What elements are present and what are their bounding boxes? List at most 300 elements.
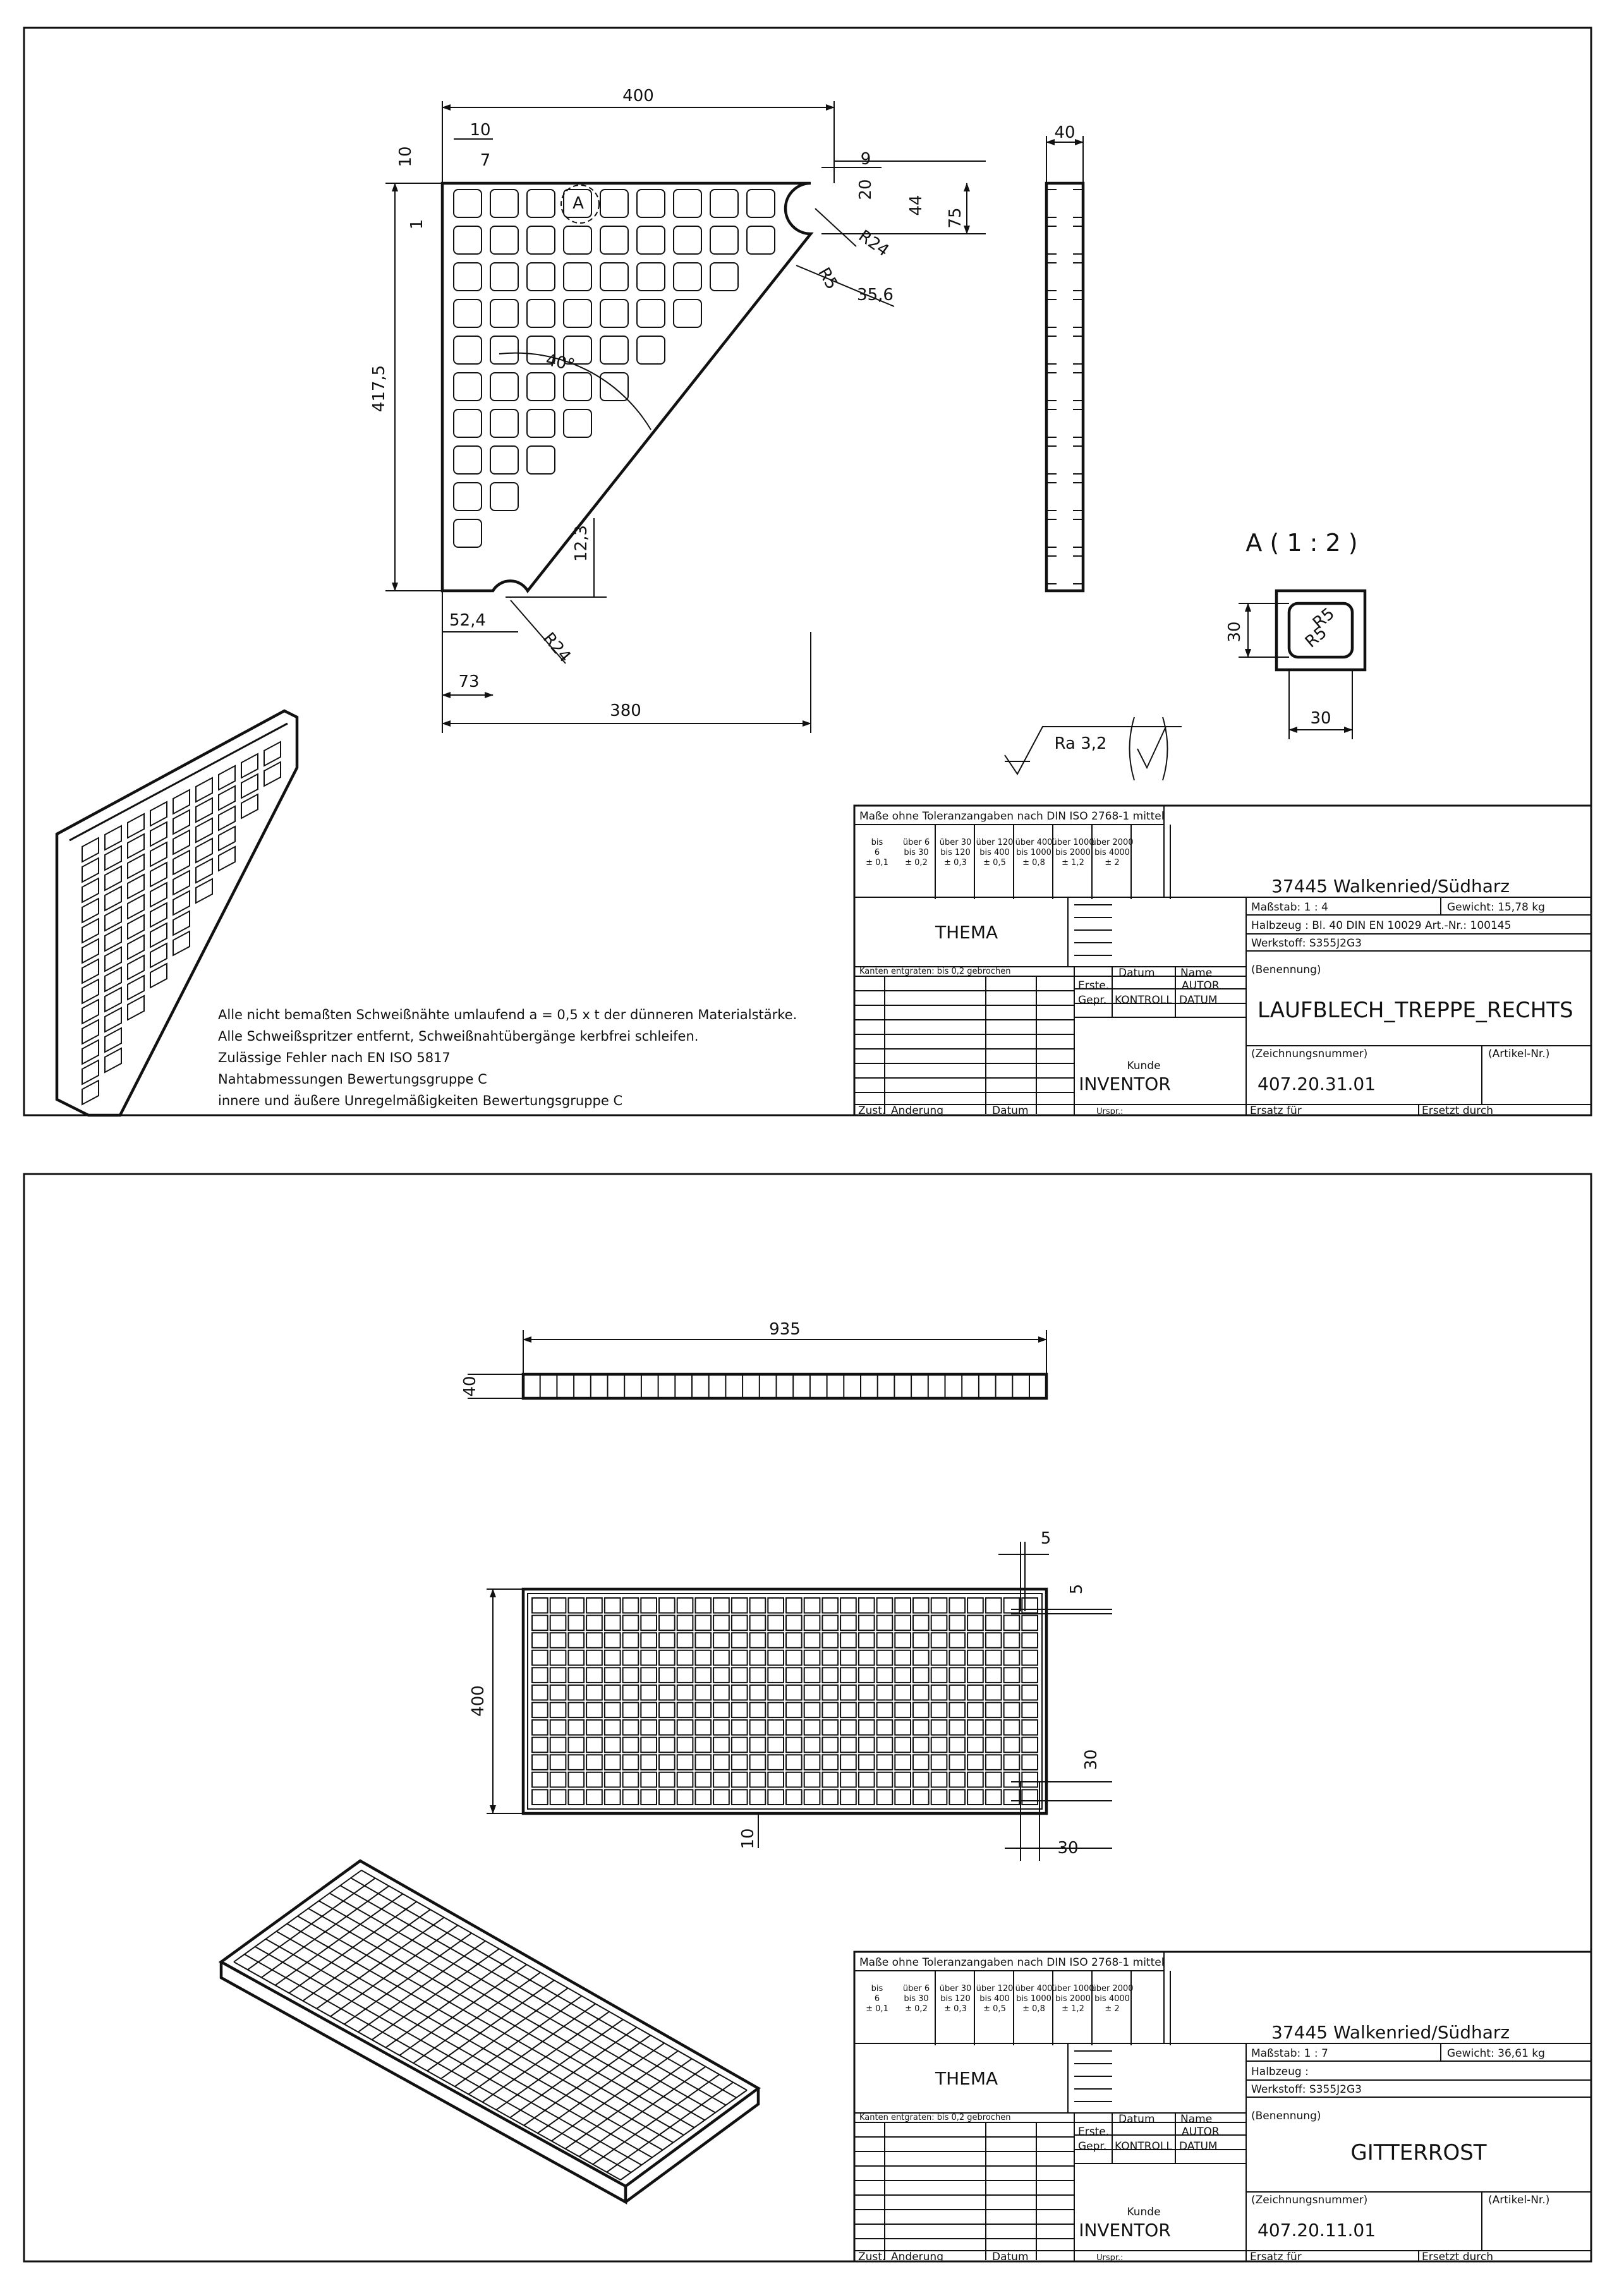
iso-cell [219, 766, 235, 790]
grid-cell [840, 1650, 856, 1666]
grid-cell [659, 1667, 675, 1683]
grid-cell [568, 1789, 584, 1805]
grid-cell [913, 1667, 929, 1683]
iso-cell [128, 874, 144, 898]
cutout [747, 226, 775, 254]
grid-cell [768, 1667, 784, 1683]
cutout [710, 190, 738, 217]
front-view-grating [469, 1529, 1112, 1861]
tb1-scale: Maßstab: 1 : 4 [1251, 901, 1328, 914]
grid-cell [732, 1720, 748, 1735]
grid-cell [641, 1772, 657, 1788]
grid-cell [967, 1703, 983, 1718]
grid-cell [1004, 1755, 1020, 1770]
grid-cell [1022, 1772, 1038, 1788]
grid-cell [713, 1755, 729, 1770]
grid-cell [1022, 1738, 1038, 1753]
grid-cell [713, 1685, 729, 1700]
grid-cell [804, 1685, 820, 1700]
iso-cell [128, 955, 144, 979]
iso-cell [196, 838, 212, 862]
grid-cell [586, 1703, 602, 1718]
grid-cell [750, 1685, 766, 1700]
grid-cell [659, 1720, 675, 1735]
grid-cell [677, 1789, 693, 1805]
grid-cell [750, 1738, 766, 1753]
cutout [490, 336, 518, 364]
grid-cell [641, 1616, 657, 1631]
grid-cell [859, 1616, 875, 1631]
iso-cell [82, 1000, 99, 1024]
grid-cell [586, 1633, 602, 1648]
grid-cell [732, 1755, 748, 1770]
grid-cell [677, 1738, 693, 1753]
cutout [527, 263, 555, 291]
cutout [600, 336, 628, 364]
grid-cell [605, 1685, 621, 1700]
grid-cell [949, 1598, 965, 1613]
grid-cell [822, 1789, 838, 1805]
grid-cell [768, 1772, 784, 1788]
cutout [527, 226, 555, 254]
grid-cell [986, 1650, 1002, 1666]
grid-cell [859, 1772, 875, 1788]
grid-cell [786, 1685, 802, 1700]
grid-cell [768, 1738, 784, 1753]
grid-cell [677, 1755, 693, 1770]
tb1-aenderung: Änderung [891, 1104, 943, 1117]
dim-417-5: 417,5 [370, 365, 389, 413]
grid-cell [859, 1650, 875, 1666]
tb2-company: 37445 Walkenried/Südharz [1271, 2022, 1510, 2043]
tb2-gepr: Gepr. [1078, 2140, 1107, 2153]
grid-cell [967, 1616, 983, 1631]
dim-side-40: 40 [1054, 123, 1076, 142]
grid-cell [732, 1738, 748, 1753]
tolerance-cell: über 120 [976, 838, 1014, 847]
iso-cell [128, 935, 144, 959]
grid-cell [931, 1616, 947, 1631]
isometric-view-grating [221, 1861, 758, 2202]
tb2-ersatz-fuer: Ersatz für [1250, 2251, 1302, 2263]
grid-cell [1004, 1650, 1020, 1666]
tb2-datum-val: DATUM [1179, 2140, 1218, 2153]
tb2-semi: Halbzeug : [1251, 2066, 1309, 2078]
detail-a [1225, 529, 1365, 739]
tolerance-cell: über 2000 [1091, 1984, 1134, 1994]
tb1-datum2: Datum [992, 1104, 1029, 1117]
grid-cell [949, 1685, 965, 1700]
grid-cell [713, 1667, 729, 1683]
grid-cell [532, 1598, 548, 1613]
grid-cell [840, 1755, 856, 1770]
grid-cell [623, 1720, 639, 1735]
tolerance-cell: ± 0,1 [866, 858, 888, 868]
tb1-gepr: Gepr. [1078, 994, 1107, 1007]
grid-cell [967, 1738, 983, 1753]
detail-marker-a: A [573, 194, 584, 213]
grid-cell [659, 1789, 675, 1805]
tolerance-cell: ± 2 [1105, 2004, 1120, 2014]
tb2-autor: AUTOR [1182, 2126, 1220, 2138]
grid-cell [623, 1633, 639, 1648]
grid-cell [713, 1633, 729, 1648]
tb1-zeichnung: 407.20.31.01 [1257, 1074, 1376, 1094]
grid-cell [804, 1598, 820, 1613]
tb2-zeichnung: 407.20.11.01 [1257, 2220, 1376, 2241]
iso-cell [105, 927, 121, 951]
cutout [454, 483, 482, 511]
tolerance-cell: 6 [874, 1994, 880, 2004]
grid-cell [623, 1667, 639, 1683]
grid-cell [895, 1633, 911, 1648]
grid-cell [605, 1667, 621, 1683]
dim-40-strip: 40 [461, 1376, 480, 1397]
grid-cell [804, 1703, 820, 1718]
tolerance-cell: über 120 [976, 1984, 1014, 1994]
cutout [454, 226, 482, 254]
tolerance-cell: ± 2 [1105, 858, 1120, 868]
cutout [454, 299, 482, 327]
grid-cell [568, 1703, 584, 1718]
grid-cell [913, 1685, 929, 1700]
grid-cell [605, 1650, 621, 1666]
cutout [564, 409, 591, 437]
iso-cell [82, 838, 99, 862]
grid-cell [949, 1650, 965, 1666]
iso-cell [105, 907, 121, 931]
dim-r5: R5 [814, 264, 842, 293]
grid-cell [623, 1685, 639, 1700]
grid-cell [695, 1598, 711, 1613]
iso-cell [173, 891, 190, 915]
iso-cell [219, 806, 235, 830]
grid-cell [1022, 1667, 1038, 1683]
roughness-value: Ra 3,2 [1054, 734, 1107, 753]
grid-cell [877, 1772, 893, 1788]
tb2-col-name: Name [1180, 2113, 1213, 2126]
iso-cell [105, 967, 121, 991]
tb1-artikel-label: (Artikel-Nr.) [1488, 1048, 1550, 1060]
grid-cell [659, 1685, 675, 1700]
grid-cell [750, 1650, 766, 1666]
grid-cell [550, 1703, 566, 1718]
grid-cell [659, 1755, 675, 1770]
grid-cell [967, 1789, 983, 1805]
grid-cell [750, 1616, 766, 1631]
cutout [564, 299, 591, 327]
tb2-zeichnung-label: (Zeichnungsnummer) [1251, 2194, 1368, 2206]
iso-cell [196, 859, 212, 883]
tolerance-cell: bis 2000 [1055, 848, 1091, 857]
tb1-benennung: LAUFBLECH_TREPPE_RECHTS [1257, 998, 1573, 1023]
dim-30-h: 30 [1057, 1839, 1079, 1858]
grid-cell [967, 1772, 983, 1788]
tolerance-cell: ± 0,1 [866, 2004, 888, 2014]
grid-cell [822, 1667, 838, 1683]
grid-cell [659, 1598, 675, 1613]
iso-cell [241, 794, 258, 818]
note-line-4: Nahtabmessungen Bewertungsgruppe C [218, 1072, 487, 1087]
grid-cell [713, 1616, 729, 1631]
grid-cell [605, 1703, 621, 1718]
grid-cell [967, 1667, 983, 1683]
tb1-kontroll: KONTROLL [1115, 994, 1172, 1007]
iso-cell [128, 834, 144, 858]
title-block-1 [854, 806, 1591, 1117]
cutout [527, 299, 555, 327]
dim-7: 7 [480, 151, 491, 170]
grid-cell [786, 1616, 802, 1631]
cutout [490, 409, 518, 437]
grid-cell [895, 1598, 911, 1613]
grid-cell [986, 1616, 1002, 1631]
tolerance-cell: bis 30 [904, 1994, 929, 2004]
iso-cell [173, 830, 190, 854]
grid-cell [550, 1685, 566, 1700]
grid-cell [532, 1738, 548, 1753]
tolerance-cell: bis 400 [979, 1994, 1010, 2004]
cutout [490, 373, 518, 401]
grid-cell [605, 1633, 621, 1648]
tolerance-cell: bis 4000 [1094, 848, 1130, 857]
grid-cell [623, 1738, 639, 1753]
grid-cell [913, 1633, 929, 1648]
grid-cell [1004, 1772, 1020, 1788]
grid-cell [677, 1703, 693, 1718]
cutout [454, 446, 482, 474]
tb1-company: 37445 Walkenried/Südharz [1271, 876, 1510, 897]
grid-cell [1022, 1789, 1038, 1805]
tb1-autor: AUTOR [1182, 979, 1220, 992]
grid-cell [1004, 1720, 1020, 1735]
tb2-ersetzt-durch: Ersetzt durch [1422, 2251, 1494, 2263]
grid-cell [949, 1772, 965, 1788]
grid-cell [532, 1720, 548, 1735]
grid-cell [786, 1772, 802, 1788]
grid-cell [641, 1667, 657, 1683]
grid-cell [840, 1720, 856, 1735]
iso-cell [150, 943, 167, 967]
top-view-grating [461, 1320, 1046, 1398]
grid-cell [895, 1738, 911, 1753]
grid-cell [877, 1650, 893, 1666]
grid-cell [967, 1598, 983, 1613]
grid-cell [732, 1703, 748, 1718]
iso-cell [82, 1060, 99, 1084]
surface-symbol [1005, 717, 1182, 780]
tb2-zust: Zust. [858, 2251, 886, 2263]
cutout [564, 263, 591, 291]
grid-cell [967, 1755, 983, 1770]
grid-cell [713, 1720, 729, 1735]
dim-52-4: 52,4 [449, 611, 486, 630]
grid-cell [677, 1598, 693, 1613]
grid-cell [786, 1667, 802, 1683]
iso-cell [241, 754, 258, 778]
tb1-material: Werkstoff: S355J2G3 [1251, 937, 1362, 950]
grid-cell [768, 1633, 784, 1648]
grid-cell [605, 1789, 621, 1805]
grid-cell [677, 1772, 693, 1788]
grid-cell [877, 1738, 893, 1753]
grid-cell [550, 1755, 566, 1770]
title-block-2 [854, 1952, 1591, 2263]
grid-cell [913, 1703, 929, 1718]
grid-cell [768, 1616, 784, 1631]
dim-10: 10 [739, 1828, 758, 1849]
tb2-kunde-label: Kunde [1127, 2206, 1161, 2218]
grid-cell [532, 1772, 548, 1788]
tb1-zust: Zust. [858, 1104, 886, 1117]
iso-cell [150, 802, 167, 826]
tb2-benennung-label: (Benennung) [1251, 2110, 1321, 2122]
grid-cell [931, 1755, 947, 1770]
grid-cell [750, 1633, 766, 1648]
grid-cell [550, 1772, 566, 1788]
iso-cell [82, 919, 99, 943]
grid-cell [695, 1667, 711, 1683]
grid-cell [786, 1755, 802, 1770]
grid-cell [913, 1789, 929, 1805]
grid-cell [949, 1755, 965, 1770]
tb2-kontroll: KONTROLL [1115, 2140, 1172, 2153]
grid-cell [804, 1667, 820, 1683]
grid-cell [641, 1703, 657, 1718]
grid-cell [695, 1633, 711, 1648]
tb1-kunde-label: Kunde [1127, 1060, 1161, 1072]
grid-cell [641, 1755, 657, 1770]
iso-cell [128, 814, 144, 838]
grid-cell [786, 1598, 802, 1613]
grid-cell [1004, 1616, 1020, 1631]
grid-cell [623, 1772, 639, 1788]
grid-cell [623, 1789, 639, 1805]
tolerance-cell: bis [871, 838, 883, 847]
dim-5-v: 5 [1067, 1583, 1086, 1595]
cutout [454, 263, 482, 291]
grid-cell [786, 1720, 802, 1735]
grid-cell [732, 1772, 748, 1788]
detail-dim-30-h: 30 [1310, 709, 1331, 728]
tb1-benennung-label: (Benennung) [1251, 964, 1321, 976]
tolerance-cell: ± 0,5 [983, 2004, 1006, 2014]
grid-cell [822, 1720, 838, 1735]
tb2-tolerance-header: Maße ohne Toleranzangaben nach DIN ISO 2768-1 mittel [859, 1956, 1165, 1969]
dim-5-h: 5 [1040, 1529, 1051, 1548]
grid-cell [913, 1650, 929, 1666]
iso-cell [173, 931, 190, 955]
grid-cell [1004, 1667, 1020, 1683]
grid-cell [1022, 1650, 1038, 1666]
cutout [600, 299, 628, 327]
grid-cell [568, 1685, 584, 1700]
cutout [637, 263, 665, 291]
grid-cell [586, 1755, 602, 1770]
detail-r5-b: R5 [1301, 623, 1331, 652]
grid-cell [931, 1720, 947, 1735]
grid-cell [786, 1703, 802, 1718]
grid-cell [931, 1738, 947, 1753]
cutout [454, 519, 482, 547]
cutout [490, 190, 518, 217]
iso-cell [82, 1020, 99, 1044]
grid-cell [586, 1685, 602, 1700]
grid-cell [913, 1720, 929, 1735]
grid-cell [895, 1720, 911, 1735]
grid-cell [949, 1703, 965, 1718]
main-view-step-plate [442, 183, 811, 591]
grid-cell [605, 1616, 621, 1631]
grid-cell [586, 1616, 602, 1631]
tb1-col-datum: Datum [1118, 967, 1155, 979]
grid-cell [877, 1720, 893, 1735]
grid-cell [768, 1789, 784, 1805]
grid-cell [986, 1667, 1002, 1683]
tolerance-cell: ± 0,8 [1022, 2004, 1045, 2014]
grid-cell [713, 1650, 729, 1666]
cutout [747, 190, 775, 217]
dim-35-6: 35,6 [857, 286, 894, 305]
grid-cell [840, 1667, 856, 1683]
dim-12-3: 12,3 [572, 525, 591, 562]
tb1-weight: Gewicht: 15,78 kg [1447, 901, 1545, 914]
grid-cell [550, 1616, 566, 1631]
tolerance-cell: bis [871, 1984, 883, 1994]
grid-cell [768, 1598, 784, 1613]
tb2-edges: Kanten entgraten: bis 0,2 gebrochen [859, 2113, 1011, 2122]
grid-cell [732, 1667, 748, 1683]
iso-cell [105, 826, 121, 850]
grid-cell [605, 1720, 621, 1735]
grid-cell [713, 1598, 729, 1613]
grid-cell [986, 1703, 1002, 1718]
grid-cell [677, 1650, 693, 1666]
grid-cell [568, 1598, 584, 1613]
grid-cell [913, 1772, 929, 1788]
grid-cell [659, 1650, 675, 1666]
grid-cell [986, 1789, 1002, 1805]
tolerance-cell: ± 1,2 [1062, 2004, 1084, 2014]
grid-cell [840, 1789, 856, 1805]
grid-cell [750, 1755, 766, 1770]
grid-cell [677, 1633, 693, 1648]
grid-cell [532, 1633, 548, 1648]
dim-r24-top: R24 [855, 226, 893, 261]
grid-cell [677, 1667, 693, 1683]
grid-cell [586, 1650, 602, 1666]
grid-cell [768, 1720, 784, 1735]
grid-cell [695, 1685, 711, 1700]
grid-cell [840, 1738, 856, 1753]
grid-cell [840, 1703, 856, 1718]
sheet-2 [24, 1174, 1591, 2263]
grid-cell [840, 1633, 856, 1648]
iso-cell [105, 866, 121, 890]
tb1-zeichnung-label: (Zeichnungsnummer) [1251, 1048, 1368, 1060]
grid-cell [641, 1685, 657, 1700]
grid-cell [967, 1685, 983, 1700]
grid-cell [586, 1772, 602, 1788]
tolerance-cell: über 1000 [1051, 838, 1094, 847]
tb2-scale: Maßstab: 1 : 7 [1251, 2047, 1328, 2060]
tolerance-cell: bis 120 [940, 848, 971, 857]
side-view-outline [1046, 183, 1083, 591]
iso-cell [128, 895, 144, 919]
grid-cell [586, 1598, 602, 1613]
cutout [527, 373, 555, 401]
grid-cell [605, 1772, 621, 1788]
